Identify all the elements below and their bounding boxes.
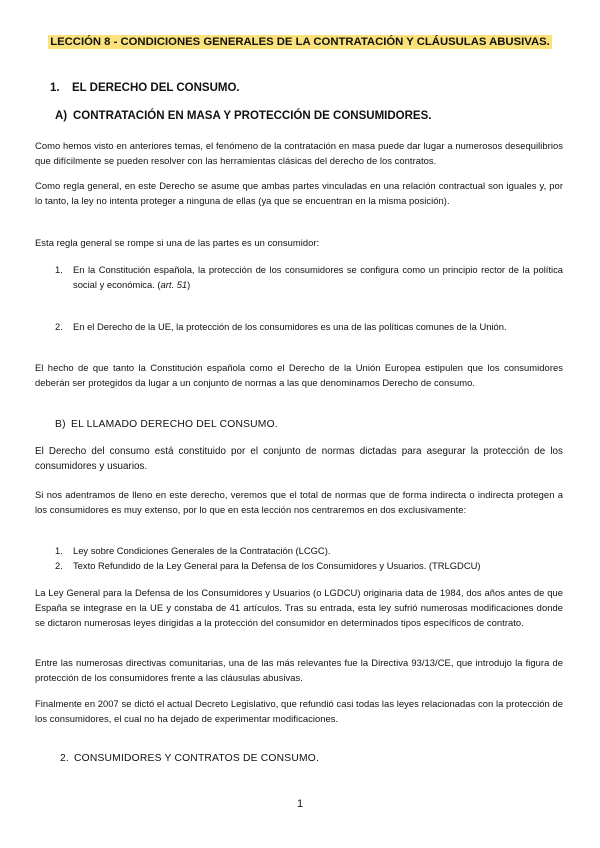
list-item-text: Texto Refundido de la Ley General para la Defensa de los Consumidores y Usuarios. (TRLGDCU): [73, 560, 481, 571]
list-item-text: Ley sobre Condiciones Generales de la Contratación (LCGC).: [73, 545, 331, 556]
paragraph-8: Entre las numerosas directivas comunitarias, una de las más relevantes fue la Directiva 93/13/CE, que introdujo la figura de protección de los consumidores frente a las cláusulas abusivas.: [35, 657, 563, 683]
section-heading-1: [50, 80, 240, 96]
paragraph-7: La Ley General para la Defensa de los Consumidores y Usuarios (o LGDCU) originaria data de 1984, dos años antes de que España se integrase en la UE y constaba de 41 artículos. Tras su entrada, esta ley sufrió numerosas modificaciones donde se dictaron numerosas leyes dirigidas a la protección del consumidor en determinados tipos específicos de contrato.: [35, 587, 563, 628]
section-number: 2.: [60, 753, 69, 764]
subsection-heading-a: [55, 108, 431, 124]
page-number: 1: [296, 798, 304, 810]
lesson-title: [0, 34, 600, 50]
article-reference: art. 51: [160, 279, 188, 290]
list-item-number: 1.: [55, 545, 63, 556]
subsection-number: B): [55, 419, 66, 430]
section-label: EL DERECHO DEL CONSUMO.: [72, 82, 240, 94]
section-heading-2: [60, 752, 319, 766]
paragraph-5: El Derecho del consumo está constituido por el conjunto de normas dictadas para asegurar la protección de los consumidores y usuarios.: [35, 446, 563, 472]
paragraph-6: Si nos adentramos de lleno en este derecho, veremos que el total de normas que de forma indirecta o indirecta protegen a los consumidores es muy extenso, por lo que en esta lección nos centraremos en dos exclusivamente:: [35, 489, 563, 515]
subsection-number: A): [55, 110, 68, 122]
list-item-text: En el Derecho de la UE, la protección de los consumidores es una de las políticas comunes de la Unión.: [73, 321, 507, 332]
paragraph-9: Finalmente en 2007 se dictó el actual Decreto Legislativo, que refundió casi todas las leyes relacionadas con la protección de los consumidores, el cual no ha dejado de experimentar modificaciones.: [35, 698, 563, 724]
paragraph-2: Como regla general, en este Derecho se asume que ambas partes vinculadas en una relación contractual son iguales y, por lo tanto, la ley no intenta proteger a ninguna de ellas (ya que se encuentran en la misma posición).: [35, 180, 563, 206]
subsection-label: EL LLAMADO DERECHO DEL CONSUMO.: [71, 419, 278, 430]
list-item-number: 2.: [55, 321, 63, 332]
list-item-text: En la Constitución española, la protección de los consumidores se configura como un principio rector de la política social y económica. (art. 51): [73, 264, 563, 290]
list-item: [55, 319, 563, 334]
list-item: [55, 543, 563, 558]
subsection-label: CONTRATACIÓN EN MASA Y PROTECCIÓN DE CONSUMIDORES.: [73, 110, 432, 122]
paragraph-4: El hecho de que tanto la Constitución española como el Derecho de la Unión Europea estipulen que los consumidores deberán ser protegidos da lugar a un conjunto de normas a las que denominamos Derecho de consumo.: [35, 362, 563, 388]
list-item: [55, 558, 563, 573]
paragraph-3: Esta regla general se rompe si una de las partes es un consumidor:: [35, 237, 320, 248]
subsection-heading-b: [55, 418, 278, 432]
lesson-title-highlight: LECCIÓN 8 - CONDICIONES GENERALES DE LA CONTRATACIÓN Y CLÁUSULAS ABUSIVAS.: [50, 36, 550, 48]
paragraph-1: Como hemos visto en anteriores temas, el fenómeno de la contratación en masa puede dar lugar a numerosos desequilibrios que difícilmente se pueden resolver con las herramientas clásicas del derecho de los contratos.: [35, 140, 563, 166]
section-label: CONSUMIDORES Y CONTRATOS DE CONSUMO.: [74, 753, 320, 764]
list-item-number: 2.: [55, 560, 63, 571]
list-item-number: 1.: [55, 264, 63, 275]
section-number: 1.: [50, 82, 60, 94]
list-item: [55, 262, 563, 292]
